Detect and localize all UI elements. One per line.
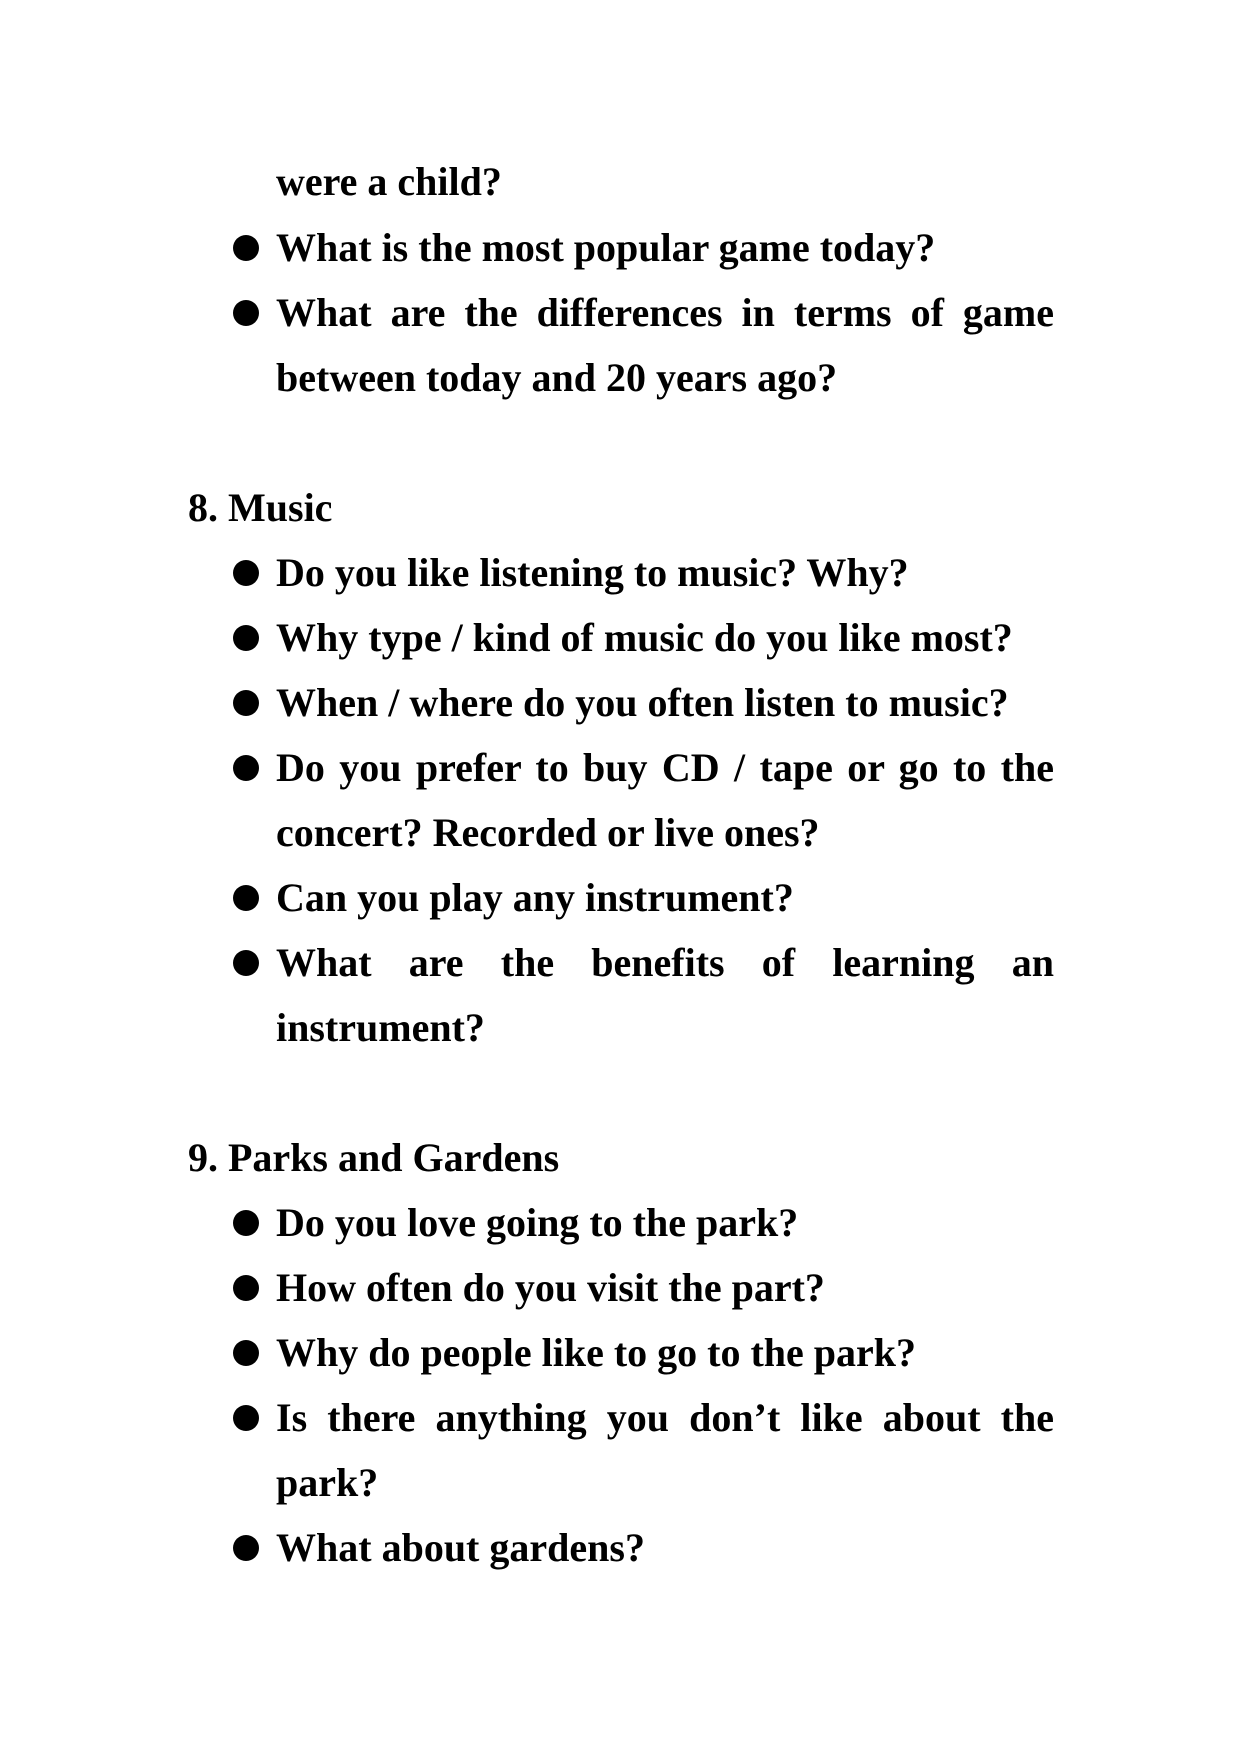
list-item: What about gardens? bbox=[276, 1525, 645, 1570]
list-item-continuation: concert? Recorded or live ones? bbox=[276, 810, 820, 855]
list-item: Can you play any instrument? bbox=[276, 875, 794, 920]
bullet-icon bbox=[233, 690, 259, 716]
bullet-icon bbox=[233, 560, 259, 586]
list-item: Do you like listening to music? Why? bbox=[276, 550, 909, 595]
bullet-icon bbox=[233, 885, 259, 911]
list-item: Do you prefer to buy CD / tape or go to the bbox=[276, 745, 1054, 790]
list-item: Why type / kind of music do you like most? bbox=[276, 615, 1013, 660]
list-item-continuation: park? bbox=[276, 1460, 379, 1505]
bullet-icon bbox=[233, 950, 259, 976]
list-item-continuation: instrument? bbox=[276, 1005, 485, 1050]
section-heading: 9. Parks and Gardens bbox=[188, 1135, 560, 1180]
list-item: What is the most popular game today? bbox=[276, 225, 936, 270]
bullet-icon bbox=[233, 1275, 259, 1301]
section-heading: 8. Music bbox=[188, 485, 333, 530]
bullet-icon bbox=[233, 300, 259, 326]
continuation-line: were a child? bbox=[276, 159, 502, 204]
list-item-continuation: between today and 20 years ago? bbox=[276, 355, 838, 400]
list-item: How often do you visit the part? bbox=[276, 1265, 825, 1310]
bullet-icon bbox=[233, 1340, 259, 1366]
list-item: Is there anything you don’t like about the bbox=[276, 1395, 1054, 1440]
bullet-icon bbox=[233, 1210, 259, 1236]
list-item: When / where do you often listen to music? bbox=[276, 680, 1009, 725]
list-item: Why do people like to go to the park? bbox=[276, 1330, 917, 1375]
list-item: What are the benefits of learning an bbox=[276, 940, 1054, 985]
list-item: Do you love going to the park? bbox=[276, 1200, 799, 1245]
bullet-icon bbox=[233, 235, 259, 261]
bullet-icon bbox=[233, 755, 259, 781]
bullet-icon bbox=[233, 1535, 259, 1561]
bullet-icon bbox=[233, 1405, 259, 1431]
bullet-icon bbox=[233, 625, 259, 651]
list-item: What are the differences in terms of game bbox=[276, 290, 1054, 335]
